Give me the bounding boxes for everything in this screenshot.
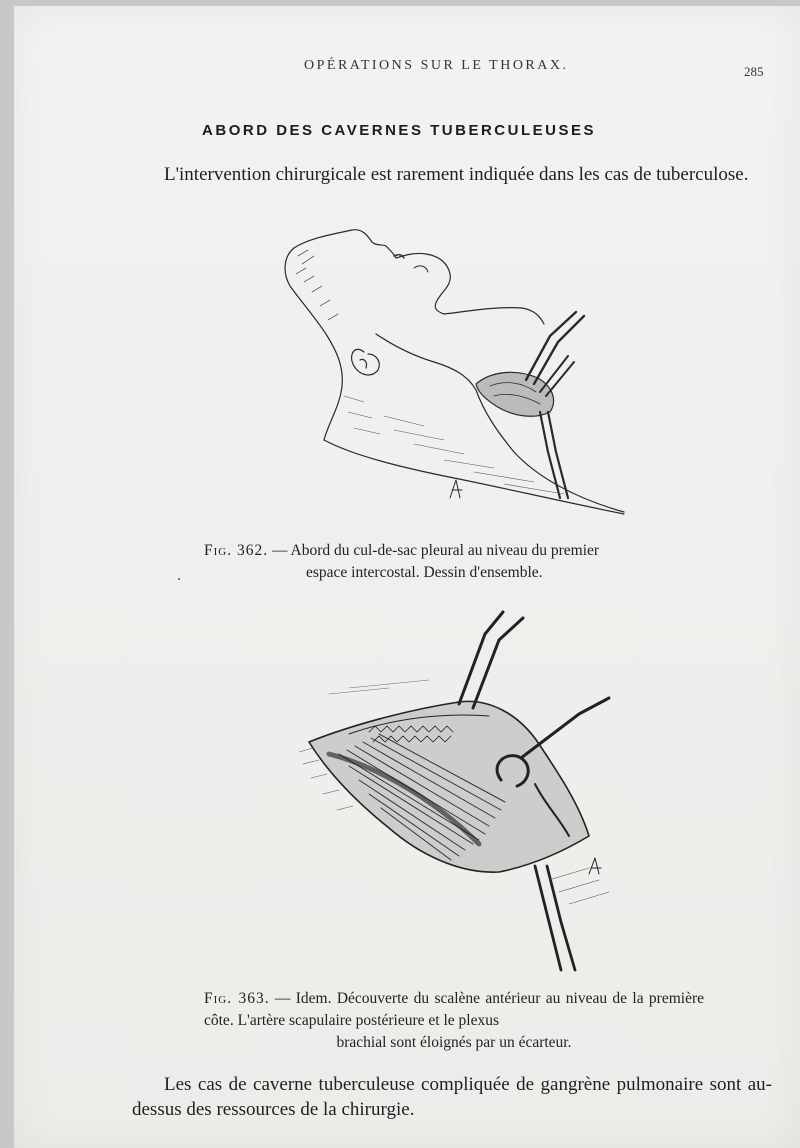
running-head (14, 58, 800, 82)
book-page (14, 6, 800, 1148)
figure-363-caption-last: brachial sont éloignés par un écarteur. (336, 1034, 572, 1051)
stray-mark (178, 578, 180, 580)
figure-363-label: Fig. 363. (204, 990, 270, 1007)
figure-362-caption-line2: espace intercostal. Dessin d'ensemble. (306, 564, 543, 581)
closing-paragraph: Les cas de caverne tuberculeuse compliquée de gangrène pulmonaire sont au-dessus des ressources de la chirurgie. (132, 1074, 772, 1120)
figure-363-caption-main: — Idem. Découverte du scalène antérieur au niveau de la première côte. L'artère scapulaire postérieure et le plexus (204, 990, 705, 1029)
figure-363-caption (204, 988, 704, 1054)
figure-362-illustration (264, 216, 644, 526)
figure-362-caption-line1: — Abord du cul-de-sac pleural au niveau du premier (271, 542, 600, 559)
figure-362-label: Fig. 362. (204, 542, 269, 559)
figure-362-caption (204, 540, 704, 584)
intro-paragraph: L'intervention chirurgicale est rarement indiquée dans les cas de tuberculose. (164, 164, 749, 185)
figure-363-illustration (289, 604, 629, 976)
page-number: 285 (744, 64, 764, 79)
section-title: ABORD DES CAVERNES TUBERCULEUSES (202, 122, 596, 139)
running-title: OPÉRATIONS SUR LE THORAX. (304, 58, 569, 73)
